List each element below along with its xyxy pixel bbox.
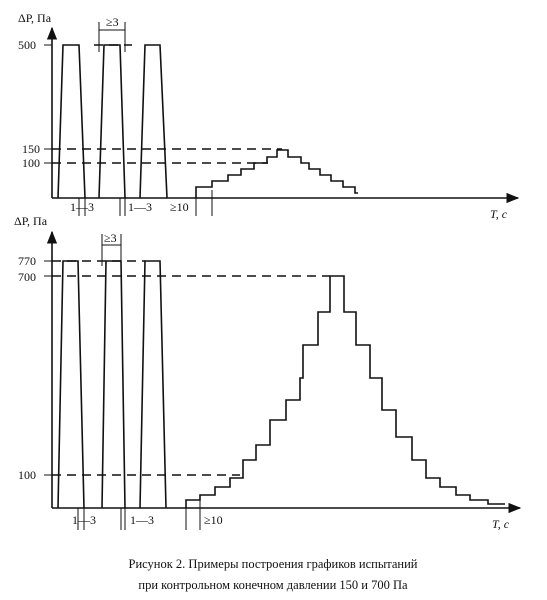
top-hold-bracket [99,15,125,52]
bottom-pulse-1 [58,261,84,508]
top-ramp-left-label: 1—3 [70,200,94,214]
top-ramp-left-bracket [70,198,94,216]
top-y-tick-150: 150 [22,142,40,156]
bottom-ramp-right-label: 1—3 [130,513,154,527]
bottom-hold-label: ≥3 [104,231,117,245]
caption-line-2: при контрольном конечном давлении 150 и 700 Па [138,578,408,592]
bottom-step-bracket [186,500,223,530]
bottom-y-tick-100: 100 [18,468,36,482]
top-step-bracket [170,190,212,216]
top-y-tick-100: 100 [22,156,40,170]
top-y-axis-label: ΔP, Па [18,11,52,25]
bottom-step-label: ≥10 [204,513,223,527]
top-ramp-right-label: 1—3 [128,200,152,214]
top-y-tick-500: 500 [18,38,36,52]
caption-line-1: Рисунок 2. Примеры построения графиков испытаний [128,557,418,571]
bottom-ramp-left-bracket [72,508,96,530]
bottom-ramp-right-bracket [121,508,154,530]
bottom-x-axis-label: T, с [492,517,510,531]
top-chart [18,11,518,221]
top-ramp-right-bracket [120,198,152,216]
bottom-staircase [186,276,505,508]
top-x-axis-label: T, с [490,207,508,221]
top-step-label: ≥10 [170,200,189,214]
bottom-y-tick-700: 700 [18,270,36,284]
top-pulse-3 [140,45,167,198]
bottom-chart [14,214,520,531]
top-hold-label: ≥3 [106,15,119,29]
bottom-y-tick-770: 770 [18,254,36,268]
bottom-y-axis-label: ΔP, Па [14,214,48,228]
bottom-ramp-left-label: 1—3 [72,513,96,527]
top-pulse-2 [99,45,125,198]
bottom-pulse-2 [102,261,125,508]
top-staircase [196,150,358,198]
top-pulse-1 [58,45,85,198]
bottom-pulse-3 [140,261,166,508]
